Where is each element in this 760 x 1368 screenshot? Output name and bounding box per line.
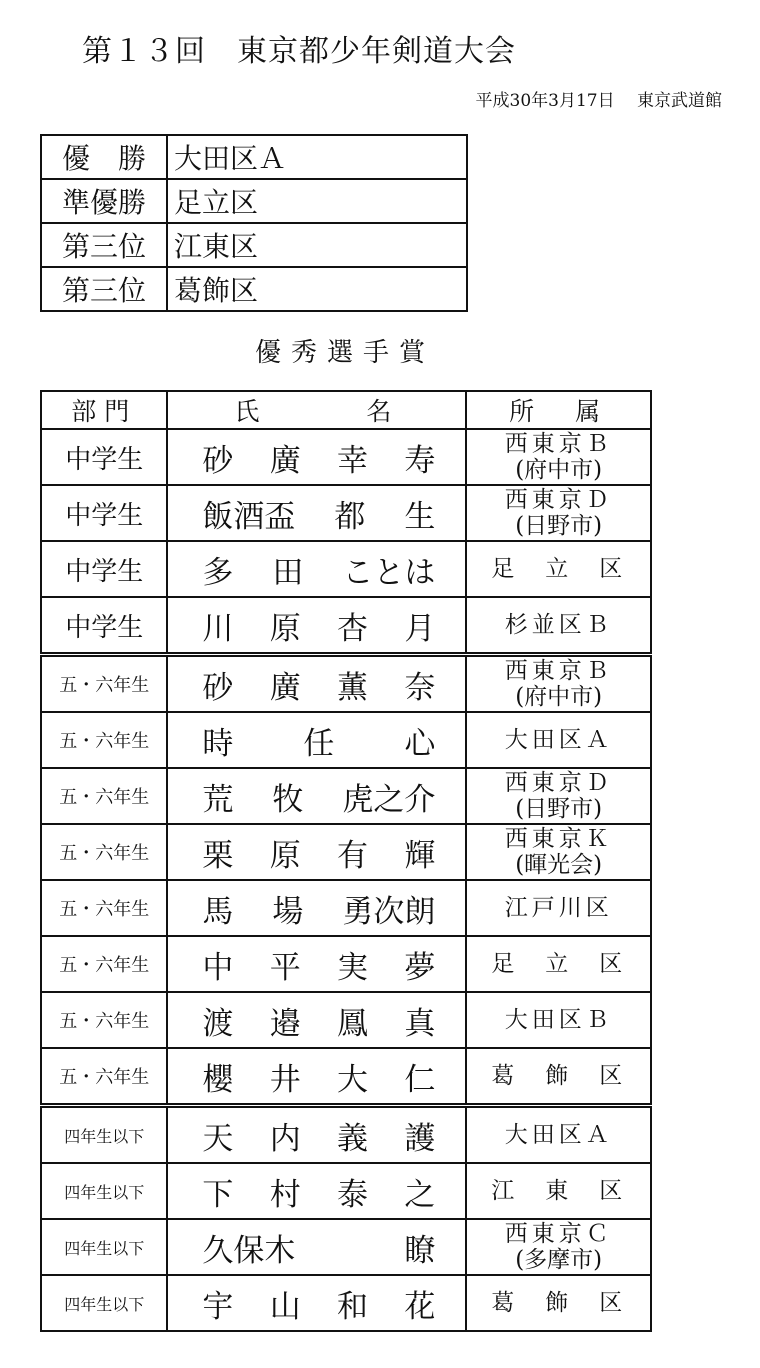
award-name-part: 和 bbox=[337, 1288, 369, 1325]
award-affiliation bbox=[466, 541, 651, 597]
award-name bbox=[167, 768, 466, 824]
award-row bbox=[41, 597, 651, 655]
award-name-part: 宇 bbox=[202, 1288, 234, 1325]
award-row bbox=[41, 1219, 651, 1275]
award-name-parts bbox=[168, 830, 465, 875]
award-name-part: 寿 bbox=[404, 442, 436, 479]
affiliation-main: 足 立 区 bbox=[491, 951, 627, 977]
award-row bbox=[41, 992, 651, 1048]
result-team: 葛飾区 bbox=[167, 267, 467, 311]
award-affiliation bbox=[466, 485, 651, 541]
affiliation-sub: (府中市) bbox=[515, 684, 603, 710]
award-division: 五・六年生 bbox=[41, 712, 167, 768]
result-team: 江東区 bbox=[167, 223, 467, 267]
award-name-part: 砂 bbox=[202, 442, 234, 479]
affiliation-main: 葛 飾 区 bbox=[491, 1063, 627, 1089]
header-affiliation: 所 属 bbox=[466, 391, 651, 429]
affiliation-main: 大田区Ａ bbox=[504, 727, 613, 753]
award-name-parts bbox=[168, 1281, 465, 1326]
award-name-part: 砂 bbox=[202, 669, 234, 706]
result-row bbox=[41, 267, 467, 311]
affiliation-main: 西東京Ｃ bbox=[504, 1221, 613, 1247]
award-affiliation bbox=[466, 712, 651, 768]
award-name-part: 任 bbox=[303, 725, 335, 762]
award-name-part: 虎之介 bbox=[342, 781, 436, 818]
awards-header-row bbox=[41, 391, 651, 429]
award-row bbox=[41, 485, 651, 541]
award-name-part: 櫻 bbox=[202, 1061, 234, 1098]
result-rank: 第三位 bbox=[41, 223, 167, 267]
award-affiliation bbox=[466, 936, 651, 992]
award-row bbox=[41, 1275, 651, 1331]
award-division: 中学生 bbox=[41, 597, 167, 655]
award-name-part: 之 bbox=[404, 1176, 436, 1213]
award-name-part: ことは bbox=[342, 554, 436, 591]
award-name bbox=[167, 1163, 466, 1219]
award-name-part: 幸 bbox=[337, 442, 369, 479]
award-row bbox=[41, 712, 651, 768]
award-affiliation bbox=[466, 597, 651, 655]
award-name bbox=[167, 1106, 466, 1164]
award-name-part: 馬 bbox=[202, 893, 234, 930]
award-name-parts bbox=[168, 1054, 465, 1099]
affiliation-main: 西東京Ｋ bbox=[504, 826, 613, 852]
affiliation-main: 大田区Ｂ bbox=[504, 1007, 613, 1033]
award-name-part: 仁 bbox=[404, 1061, 436, 1098]
award-name-part: 勇次朗 bbox=[342, 893, 436, 930]
award-division: 中学生 bbox=[41, 485, 167, 541]
award-row bbox=[41, 824, 651, 880]
affiliation-sub: (暉光会) bbox=[515, 852, 603, 878]
award-name-parts bbox=[168, 1169, 465, 1214]
award-affiliation bbox=[466, 768, 651, 824]
event-date-venue: 平成30年3月17日 東京武道館 bbox=[475, 91, 722, 111]
award-affiliation bbox=[466, 1275, 651, 1331]
header-division: 部門 bbox=[41, 391, 167, 429]
award-name-part: 杏 bbox=[337, 610, 369, 647]
award-division: 五・六年生 bbox=[41, 936, 167, 992]
affiliation-sub: (府中市) bbox=[515, 457, 603, 483]
awards-table bbox=[40, 390, 652, 1332]
affiliation-main: 西東京Ｂ bbox=[504, 658, 613, 684]
award-name-part: 井 bbox=[269, 1061, 301, 1098]
award-division: 五・六年生 bbox=[41, 655, 167, 713]
affiliation-sub: (日野市) bbox=[515, 796, 603, 822]
award-name-part: 廣 bbox=[269, 442, 301, 479]
award-division: 五・六年生 bbox=[41, 824, 167, 880]
award-name-parts bbox=[168, 491, 465, 536]
affiliation-main: 大田区Ａ bbox=[504, 1122, 613, 1148]
award-row bbox=[41, 1163, 651, 1219]
award-division: 中学生 bbox=[41, 429, 167, 485]
award-name-part: 田 bbox=[272, 554, 304, 591]
award-name-part: 荒 bbox=[202, 781, 234, 818]
award-name-part: 飯酒盃 bbox=[202, 498, 296, 535]
result-rank: 優 勝 bbox=[41, 135, 167, 179]
affiliation-sub: (多摩市) bbox=[515, 1247, 603, 1273]
award-name-part: 護 bbox=[404, 1120, 436, 1157]
affiliation-main: 江戸川区 bbox=[504, 895, 613, 921]
award-name-part: 月 bbox=[404, 610, 436, 647]
award-name-part: 真 bbox=[404, 1005, 436, 1042]
award-row bbox=[41, 936, 651, 992]
award-affiliation bbox=[466, 655, 651, 713]
award-name-part: 天 bbox=[202, 1120, 234, 1157]
award-name-parts bbox=[168, 886, 465, 931]
affiliation-main: 足 立 区 bbox=[491, 556, 627, 582]
award-name-part: 有 bbox=[337, 837, 369, 874]
award-name-part: 内 bbox=[269, 1120, 301, 1157]
award-name-part: 中 bbox=[202, 949, 234, 986]
award-affiliation bbox=[466, 824, 651, 880]
award-name-part: 廣 bbox=[269, 669, 301, 706]
award-name bbox=[167, 1275, 466, 1331]
page-title: 第１３回 東京都少年剣道大会 bbox=[82, 34, 516, 69]
award-name-part: 平 bbox=[269, 949, 301, 986]
award-affiliation bbox=[466, 880, 651, 936]
award-division: 五・六年生 bbox=[41, 992, 167, 1048]
award-division: 五・六年生 bbox=[41, 880, 167, 936]
result-team: 足立区 bbox=[167, 179, 467, 223]
award-name-part: 薫 bbox=[337, 669, 369, 706]
award-affiliation bbox=[466, 1219, 651, 1275]
award-name-parts bbox=[168, 718, 465, 763]
award-name-part: 鳳 bbox=[337, 1005, 369, 1042]
award-affiliation bbox=[466, 1048, 651, 1106]
award-row bbox=[41, 880, 651, 936]
award-name-part: 多 bbox=[202, 554, 234, 591]
award-name-part: 原 bbox=[269, 837, 301, 874]
award-name-part: 泰 bbox=[337, 1176, 369, 1213]
award-name bbox=[167, 429, 466, 485]
award-name-parts bbox=[168, 942, 465, 987]
header-name: 氏 名 bbox=[167, 391, 466, 429]
award-name-parts bbox=[168, 774, 465, 819]
award-name-parts bbox=[168, 1225, 465, 1270]
award-name-part: 渡 bbox=[202, 1005, 234, 1042]
affiliation-sub: (日野市) bbox=[515, 513, 603, 539]
award-name-part: 実 bbox=[337, 949, 369, 986]
award-name bbox=[167, 936, 466, 992]
results-table bbox=[40, 134, 468, 312]
affiliation-main: 西東京Ｄ bbox=[504, 770, 613, 796]
award-name-part: 花 bbox=[404, 1288, 436, 1325]
award-row bbox=[41, 1048, 651, 1106]
awards-title: 優秀選手賞 bbox=[254, 338, 435, 368]
award-name-parts bbox=[168, 547, 465, 592]
award-name-part: 時 bbox=[202, 725, 234, 762]
award-name bbox=[167, 597, 466, 655]
award-row bbox=[41, 768, 651, 824]
award-affiliation bbox=[466, 1163, 651, 1219]
award-name-part: 原 bbox=[269, 610, 301, 647]
affiliation-main: 葛 飾 区 bbox=[491, 1290, 627, 1316]
award-name bbox=[167, 1219, 466, 1275]
award-name-parts bbox=[168, 998, 465, 1043]
award-name bbox=[167, 485, 466, 541]
result-team: 大田区Ａ bbox=[167, 135, 467, 179]
result-rank: 準優勝 bbox=[41, 179, 167, 223]
award-name bbox=[167, 655, 466, 713]
result-rank: 第三位 bbox=[41, 267, 167, 311]
award-name-part: 山 bbox=[269, 1288, 301, 1325]
award-name-part: 久保木 bbox=[202, 1232, 296, 1269]
award-affiliation bbox=[466, 429, 651, 485]
award-name-part: 邉 bbox=[269, 1005, 301, 1042]
result-row bbox=[41, 135, 467, 179]
award-division: 五・六年生 bbox=[41, 1048, 167, 1106]
award-affiliation bbox=[466, 1106, 651, 1164]
result-row bbox=[41, 179, 467, 223]
award-division: 五・六年生 bbox=[41, 768, 167, 824]
affiliation-main: 江 東 区 bbox=[491, 1178, 627, 1204]
award-name-parts bbox=[168, 603, 465, 648]
award-name-part: 輝 bbox=[404, 837, 436, 874]
award-name-part: 瞭 bbox=[404, 1232, 436, 1269]
award-row bbox=[41, 429, 651, 485]
award-name-part: 奈 bbox=[404, 669, 436, 706]
award-name bbox=[167, 880, 466, 936]
award-name-part: 下 bbox=[202, 1176, 234, 1213]
award-name-part: 大 bbox=[337, 1061, 369, 1098]
award-name bbox=[167, 712, 466, 768]
award-row bbox=[41, 541, 651, 597]
award-name-part: 村 bbox=[269, 1176, 301, 1213]
award-name-part: 生 bbox=[404, 498, 436, 535]
award-name-part: 義 bbox=[337, 1120, 369, 1157]
award-name bbox=[167, 824, 466, 880]
award-name-part: 心 bbox=[404, 725, 436, 762]
award-row bbox=[41, 1106, 651, 1164]
award-name-part: 夢 bbox=[404, 949, 436, 986]
award-name-parts bbox=[168, 662, 465, 707]
result-row bbox=[41, 223, 467, 267]
award-name-part: 場 bbox=[272, 893, 304, 930]
award-name-part: 牧 bbox=[272, 781, 304, 818]
award-name-part: 栗 bbox=[202, 837, 234, 874]
award-row bbox=[41, 655, 651, 713]
award-name bbox=[167, 1048, 466, 1106]
award-division: 四年生以下 bbox=[41, 1275, 167, 1331]
affiliation-main: 西東京Ｂ bbox=[504, 431, 613, 457]
award-division: 四年生以下 bbox=[41, 1106, 167, 1164]
award-name-part: 川 bbox=[202, 610, 234, 647]
award-name-parts bbox=[168, 435, 465, 480]
award-affiliation bbox=[466, 992, 651, 1048]
affiliation-main: 杉並区Ｂ bbox=[504, 612, 613, 638]
award-division: 四年生以下 bbox=[41, 1163, 167, 1219]
award-name-parts bbox=[168, 1113, 465, 1158]
award-name bbox=[167, 992, 466, 1048]
award-division: 四年生以下 bbox=[41, 1219, 167, 1275]
award-division: 中学生 bbox=[41, 541, 167, 597]
award-name bbox=[167, 541, 466, 597]
award-name-part: 都 bbox=[334, 498, 366, 535]
affiliation-main: 西東京Ｄ bbox=[504, 487, 613, 513]
